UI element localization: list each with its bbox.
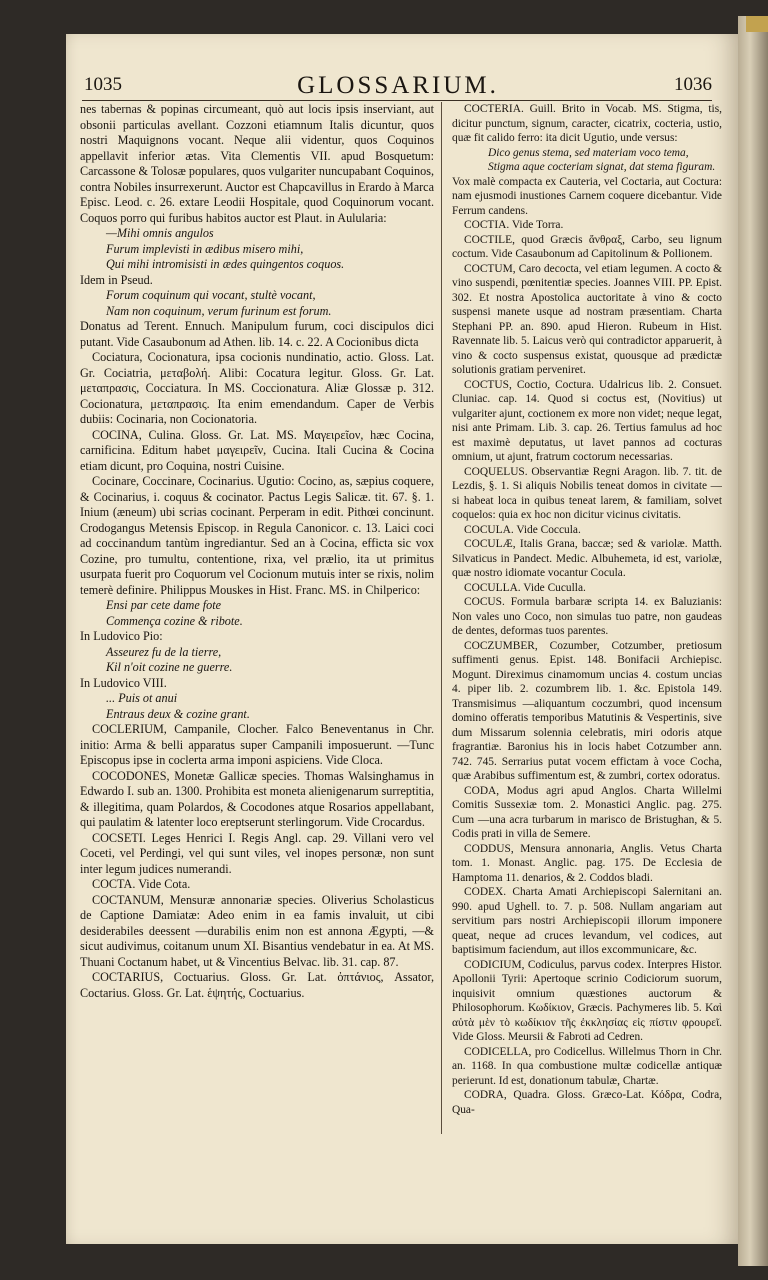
- glossary-entry: Cocinare, Coccinare, Cocinarius. Ugutio: Cocino, as, sæpius coquere, & Cocinarius, i. coquus & cocinator. Pactus Legis Salicæ. tit. 67. §. 1. Inium (æneum) ubi scrias cocinant. Perperam in edit. Pithœi concinunt. Crodogangus Metensis Episcop. in Regula Canonicor. c. 13. Laici coci ad coccinandum tantùm ingrediantur. Sed an à Cocina, effictа sic vox Cozine, pro tumultu, contentione, rixa, vel prælio, ita ut primitus usurpata fuerit pro Coquorum vel Cocionum mutuis inter se rixis, nolim temerè definire. Philippus Mouskes in Hist. Franc. MS. in Chilperico:: [80, 474, 434, 597]
- verse-line: —Mihi omnis angulos: [106, 226, 214, 240]
- glossary-entry: COCSETI. Leges Henrici I. Regis Angl. cap. 29. Villani vero vel Coceti, vel Perdingi, vel qui sunt viles, vel inopes personæ, non sunt inter legum judices numerandi.: [80, 830, 434, 876]
- page-header: [84, 74, 712, 102]
- page-marker-tab: [746, 16, 768, 32]
- glossary-entry: COCUS. Formula barbaræ scripta 14. ex Baluzianis: Non vales uno Coco, non simulas tuo patre, non gaudeas de dentes, deformas tuos parentes.: [452, 596, 722, 637]
- glossary-entry: CODA, Modus agri apud Anglos. Charta Willelmi Comitis Sussexiæ tom. 2. Monastici Anglic. pag. 275. Cum —una acra turbarum in marisco de Bristughan, & 5. Codis prati in villa de Semere.: [452, 784, 722, 840]
- glossary-entry: In Ludovico Pio:: [80, 629, 163, 643]
- glossary-entry: CODRA, Quadra. Gloss. Græco-Lat. Κόδρα, Codra, Qua-: [452, 1089, 722, 1116]
- glossary-entry: COCTILE, quod Græcis ἄνθραξ, Carbo, seu lignum coctum. Vide Casaubonum ad Capitolinum & Pollionem.: [452, 233, 722, 260]
- glossary-entry: COCTIA. Vide Torra.: [464, 219, 564, 231]
- glossary-entry: COCTERIA. Guill. Brito in Vocab. MS. Stigma, tis, dicitur punctum, signum, caracter, cicatrix, cocteria, ustio, quæ fit calido ferro: ita dicit Ugutio, unde versus:: [452, 103, 722, 144]
- verse-line: Stigma aque cocteriam signat, dat stema figuram.: [488, 161, 716, 173]
- book-page-edge: [738, 16, 768, 1266]
- glossary-entry: Cociatura, Cocionatura, ipsa cocionis nundinatio, actio. Gloss. Lat. Gr. Cociatria, μεταβολή. Alibi: Cocatura legitur. Gloss. Gr. Lat. μεταπρασις, Cocciatura. In MS. Coccionatura. Aliæ Glossæ p. 312. Cocionatura, μεταπρασις. Ita enim emendandum. Caper de Verbis dubiis: Cocinaria, non Cocionatoria.: [80, 350, 434, 426]
- glossary-entry: COCZUMBER, Cozumber, Cotzumber, pretiosum suffimenti genus. Epist. 148. Bonifacii Archiepisc. Mogunt. Direximus cinamomum uncias 4. costum uncias 4. piper lib. 2. cozumbrem lib. 1. &c. Epistola 149. Transmisimus —aliquantum coczumbri, quod incensum domino offeratis temporibus Matutinis & Vespertinis, sive dum Missarum solennia celebratis, miri odoris atque fragrantiæ. Baronius his in locis habet Cotzumber ann. 742. 745. Serrarius putat vocem effictam à voce Cocha, quæ Arabibus suffimentum est, & zumbri, cortex odoratus.: [452, 639, 722, 782]
- glossary-entry: COCLERIUM, Campanile, Clocher. Falco Beneventanus in Chr. initio: Arma & belli apparatus super Campanili imposuerunt. —Tunc Episcopus ipse in coclerta arma imponi aspiciens. Vide Cloca.: [80, 722, 434, 767]
- glossary-entry: nes tabernas & popinas circumeant, quò aut locis ipsis inserviant, aut obsonii particulas avellant. Cozzoni etiamnum Italis dicuntur, quos nostri Maquignons vocant. Neque alii videntur, quos Coquinos appellavit inferior ætas. Vita Clementis VII. apud Bosquetum: Carcassone & Tolosæ populares, quos vulgariter nuncupabant Coquinos, contra Nobiles insurrexerunt. Auctor est Chapcavillus in Erardo à Marca Episc. Leod. c. 26. extare Leodii Hospitale, quod Coquinorum vocant. Coquos porro qui furibus habitos auctor est Plaut. in Aulularia:: [80, 102, 434, 225]
- glossary-entry: COCULÆ, Italis Grana, baccæ; sed & variolæ. Matth. Silvaticus in Pandect. Medic. Albuhemeta, id est, variolæ, quæ nostro idiomate vocantur Cocula.: [452, 538, 722, 579]
- right-text-column: [452, 102, 722, 1134]
- running-title: GLOSSARIUM.: [297, 72, 499, 99]
- verse-line: Asseurez fu de la tierre,: [106, 644, 222, 659]
- glossary-entry: COCULA. Vide Coccula.: [464, 523, 581, 536]
- header-rule: [82, 100, 712, 101]
- glossary-entry: COQUELUS. Observantiæ Regni Aragon. lib. 7. tit. de Lezdis, §. 1. Si aliquis Nobilis teneat domos in civitate —si habeat loca in quibus teneat larem, & familiam, solvet coquelos: quia ex hoc non dicitur vicinus civitatis.: [452, 465, 722, 521]
- glossary-entry: COCTANUM, Mensuræ annonariæ species. Oliverius Scholasticus de Captione Damiatæ: Adeo enim in ea famis invaluit, ut cibi desiderabiles deessent —durabilis enim non est annona Ægypti, —& sicut audivimus, coitanum unum XI. Bisantius vendebatur in ea. At MS. Thuani Coctanum habet, ut & Vincentius Belvac. lib. 31. cap. 87.: [80, 892, 434, 969]
- glossary-entry: CODEX. Charta Amati Archiepiscopi Salernitani an. 990. apud Ughell. to. 7. p. 508. Nullam angariam aut servitium pars nostri Archiepiscopii illorum imponere queat, neque ad cruces levandum, vel codices, aut baptisimum faciendum, aut illos excommunicare, &c.: [452, 886, 722, 956]
- verse-line: Dico genus stema, sed materiam voco tema,: [488, 146, 689, 159]
- verse-line: Entraus deux & cozine grant.: [106, 706, 250, 721]
- glossary-entry: CODICIUM, Codiculus, parvus codex. Interpres Histor. Apollonii Tyrii: Apertoque scrinio Codiciorum suorum, inquisivit omnium quæstiones auctorum & Philosophorum. Κωδίκιον, Græcis. Pachymeres lib. 5. Καὶ αὐτὰ μὲν τὸ κωδίκιον τῆς ἐκκλησίας εἰς πίστιν φρουρεῖ. Vide Gloss. Meursii & Fabroti ad Cedren.: [452, 958, 722, 1043]
- glossary-entry: Vox malè compacta ex Cauteria, vel Coctaria, aut Coctura: nam ejusmodi inustiones Carnem coquere dicebantur. Vide Ferrum candens.: [452, 175, 722, 217]
- glossary-entry: In Ludovico VIII.: [80, 675, 167, 690]
- right-page-number: 1036: [674, 74, 712, 95]
- verse-line: ... Puis ot anui: [106, 691, 178, 705]
- glossary-entry: COCTUS, Coctio, Coctura. Udalricus lib. 2. Consuet. Cluniac. cap. 14. Quod si coctus est, (Novitius) ut vulgariter ajunt, coctionem ex more non videt; neque legat, nisi ante Primam. Lib. 3. cap. 26. Tertius famulus ad hoc est maximè deputatus, ut lavet pannos ad cocturas omnium, ut ajunt, fratrum coctorum necessarias.: [452, 378, 722, 463]
- glossary-entry: COCODONES, Monetæ Gallicæ species. Thomas Walsinghamus in Edwardo I. sub an. 1300. Prohibita est moneta alienigenarum surreptitia, & illegitima, quam Polardos, & Cocodones atque Rosarios appellabant, qui paulatim & latenter loco ereptserunt sterlingorum. Vide Crocardus.: [80, 768, 434, 829]
- glossary-entry: CODDUS, Mensura annonaria, Anglis. Vetus Charta tom. 1. Monast. Anglic. pag. 175. De Ecclesia de Hamptoma 11. denarios, & 2. Coddos bladi.: [452, 842, 722, 884]
- glossary-entry: COCINA, Culina. Gloss. Gr. Lat. MS. Μαγειρεῖον, hæc Cocina, carnificina. Editum habet μαγειρεῖν, Cucina. Itali Cucina & Cocina etiam dicunt, pro Coquina, nostri Cuisine.: [80, 427, 434, 473]
- verse-line: Qui mihi intromisisti in ædes quingentos coquos.: [106, 257, 345, 271]
- glossary-entry: Donatus ad Terent. Ennuch. Manipulum furum, coci discipulos dici putant. Vide Casaubonum ad Athen. lib. 14. c. 22. A Cocionibus dicta: [80, 319, 434, 349]
- left-page-number: 1035: [84, 74, 122, 95]
- verse-line: Ensi par cete dame fote: [106, 598, 222, 612]
- verse-line: Forum coquinum qui vocant, stultè vocant,: [106, 288, 316, 302]
- glossary-entry: COCTA. Vide Cota.: [92, 877, 191, 891]
- glossary-entry: COCTUM, Caro decocta, vel etiam legumen. A cocto & vino suspendi, pœnitentiæ species. Joannes VIII. PP. Epist. 302. Et nostra Apostolica auctoritate à vino & cocto suspensi manete usque ad nostram præsentiam. Charta Stephani PP. an. 890. apud Hieron. Rubeum in Hist. Ravennate lib. 5. Laicus verò qui contradictor apparuerit, à vino & cocto suspensus existat, quousque ad prædictæ solutionis gratiam perveniret.: [452, 262, 722, 376]
- verse-line: Furum implevisti in ædibus misero mihi,: [106, 241, 304, 256]
- glossary-entry: COCTARIUS, Coctuarius. Gloss. Gr. Lat. ὀπτάνιος, Assator, Coctarius. Gloss. Gr. Lat. ἑψητής, Coctuarius.: [80, 970, 434, 1000]
- left-text-column: [80, 102, 434, 1134]
- verse-line: Kil n'oit cozine ne guerre.: [106, 660, 233, 674]
- glossary-entry: COCULLA. Vide Cuculla.: [464, 581, 586, 594]
- glossary-entry: Idem in Pseud.: [80, 272, 153, 287]
- verse-line: Commença cozine & ribote.: [106, 613, 243, 628]
- glossary-entry: CODICELLA, pro Codicellus. Willelmus Thorn in Chr. an. 1168. In qua combustione multæ codicellæ antiquæ perierunt. Id est, donationum tabulæ, Chartæ.: [452, 1045, 722, 1087]
- column-divider: [441, 102, 442, 1134]
- verse-line: Nam non coquinum, verum furinum est forum.: [106, 303, 332, 318]
